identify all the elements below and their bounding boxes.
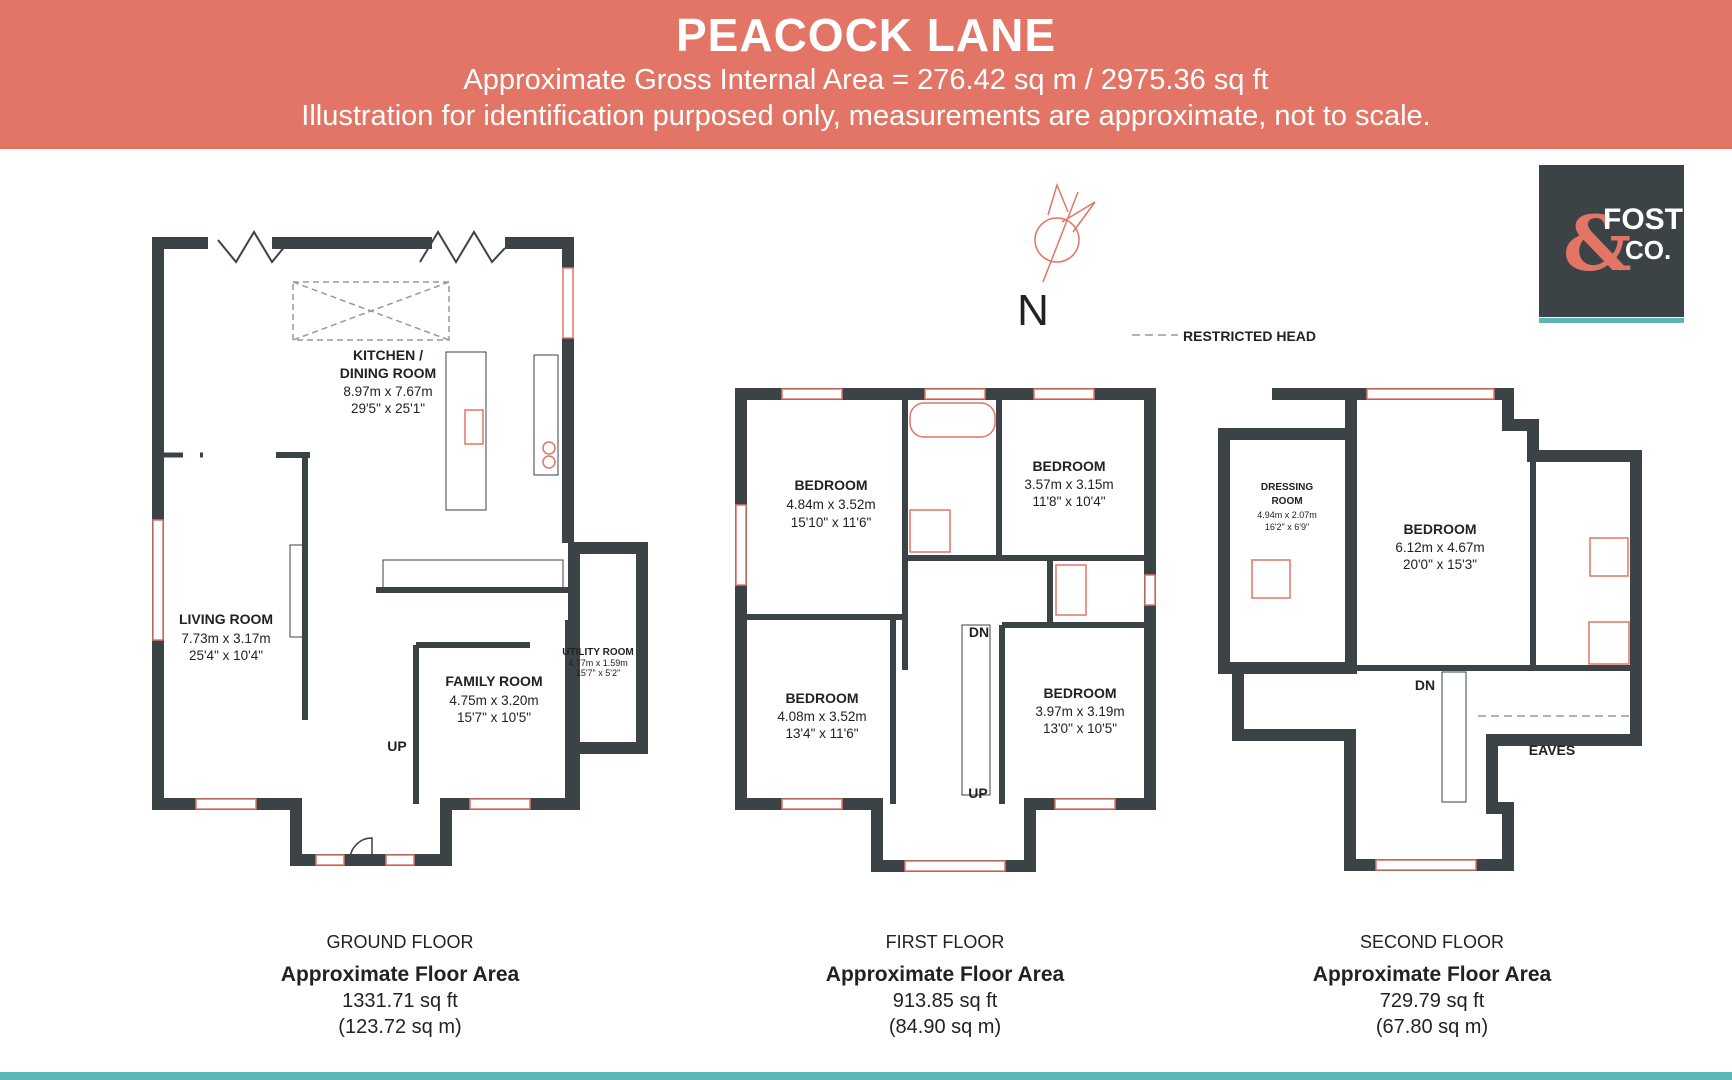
first-floor-area-label: Approximate Floor Area xyxy=(825,963,1065,986)
first-bedroom-b-imperial: 11'8" x 10'4" xyxy=(1032,494,1106,509)
second-floor-area-label: Approximate Floor Area xyxy=(1312,963,1552,986)
ground-floor-windows xyxy=(153,232,573,865)
eaves-label: EAVES xyxy=(1528,742,1576,758)
living-room-imperial: 25'4" x 10'4" xyxy=(188,648,264,663)
first-floor-sqft: 913.85 sq ft xyxy=(892,990,998,1012)
ground-floor-area-label: Approximate Floor Area xyxy=(280,963,520,986)
second-floor-summary xyxy=(1252,932,1612,1039)
first-bedroom-d-name: BEDROOM xyxy=(1043,685,1117,701)
utility-room-metric: 4.77m x 1.59m xyxy=(568,658,628,668)
ground-stairs-up-label: UP xyxy=(387,738,407,754)
second-bedroom-metric: 6.12m x 4.67m xyxy=(1395,540,1485,555)
second-floor-sqft: 729.79 sq ft xyxy=(1379,990,1485,1012)
compass-north-label: N xyxy=(1017,286,1049,335)
first-bedroom-a-name: BEDROOM xyxy=(794,477,868,493)
second-floor-name: SECOND FLOOR xyxy=(1359,932,1505,952)
first-bedroom-d-imperial: 13'0" x 10'5" xyxy=(1042,721,1118,736)
first-floor-summary xyxy=(765,932,1125,1039)
first-bedroom-c-metric: 4.08m x 3.52m xyxy=(777,709,867,724)
dressing-room-imperial: 16'2" x 6'9" xyxy=(1264,522,1310,532)
ground-floor-sqm: (123.72 sq m) xyxy=(338,1016,462,1038)
footer-accent-line xyxy=(0,1072,1732,1080)
first-floor-name: FIRST FLOOR xyxy=(885,932,1005,952)
ground-floor-name: GROUND FLOOR xyxy=(326,932,474,952)
first-stairs-up-label: UP xyxy=(968,785,988,801)
logo-foster: FOSTER xyxy=(1603,203,1725,236)
gross-area-text: Approximate Gross Internal Area = 276.42 sq m / 2975.36 sq ft xyxy=(463,64,1269,96)
first-bedroom-a-metric: 4.84m x 3.52m xyxy=(786,497,876,512)
dressing-room-metric: 4.94m x 2.07m xyxy=(1257,510,1317,520)
compass-icon xyxy=(1035,185,1095,282)
family-room-name: FAMILY ROOM xyxy=(445,673,543,689)
family-room-imperial: 15'7" x 10'5" xyxy=(456,710,532,725)
restricted-head-legend-text: RESTRICTED HEAD xyxy=(1183,328,1317,344)
kitchen-name-line1: KITCHEN / xyxy=(353,347,423,363)
disclaimer-text: Illustration for identification purposed only, measurements are approximate, not to scale. xyxy=(301,100,1431,132)
first-floor-sqm: (84.90 sq m) xyxy=(888,1016,1002,1038)
kitchen-metric: 8.97m x 7.67m xyxy=(343,384,433,399)
second-floor-sqm: (67.80 sq m) xyxy=(1375,1016,1489,1038)
second-stairs-dn-label: DN xyxy=(1414,677,1436,693)
first-stairs-dn-label: DN xyxy=(968,624,990,640)
page-title: PEACOCK LANE xyxy=(675,9,1057,61)
first-bedroom-a-imperial: 15'10" x 11'6" xyxy=(790,515,872,530)
first-bedroom-c-name: BEDROOM xyxy=(785,690,859,706)
first-bedroom-c-imperial: 13'4" x 11'6" xyxy=(785,726,859,741)
logo-ampersand: & xyxy=(1563,199,1632,288)
ground-floor-sqft: 1331.71 sq ft xyxy=(342,990,458,1012)
dressing-room-name-line1: DRESSING xyxy=(1260,482,1314,493)
kitchen-name-line2: DINING ROOM xyxy=(339,365,437,381)
first-bedroom-d-metric: 3.97m x 3.19m xyxy=(1035,704,1125,719)
ground-floor-summary xyxy=(220,932,580,1039)
family-room-metric: 4.75m x 3.20m xyxy=(449,693,539,708)
second-bedroom-imperial: 20'0" x 15'3" xyxy=(1402,557,1478,572)
second-bedroom-name: BEDROOM xyxy=(1403,521,1477,537)
utility-room-imperial: 15'7" x 5'2" xyxy=(575,668,621,678)
second-floor-plan xyxy=(1224,394,1636,865)
utility-room-name: UTILITY ROOM xyxy=(562,647,634,658)
living-room-name: LIVING ROOM xyxy=(178,611,274,627)
kitchen-imperial: 29'5" x 25'1" xyxy=(350,401,426,416)
first-bedroom-b-metric: 3.57m x 3.15m xyxy=(1024,477,1114,492)
dressing-room-name-line2: ROOM xyxy=(1271,496,1303,507)
living-room-metric: 7.73m x 3.17m xyxy=(181,631,271,646)
logo-co: CO. xyxy=(1625,235,1672,265)
first-bedroom-b-name: BEDROOM xyxy=(1032,458,1106,474)
